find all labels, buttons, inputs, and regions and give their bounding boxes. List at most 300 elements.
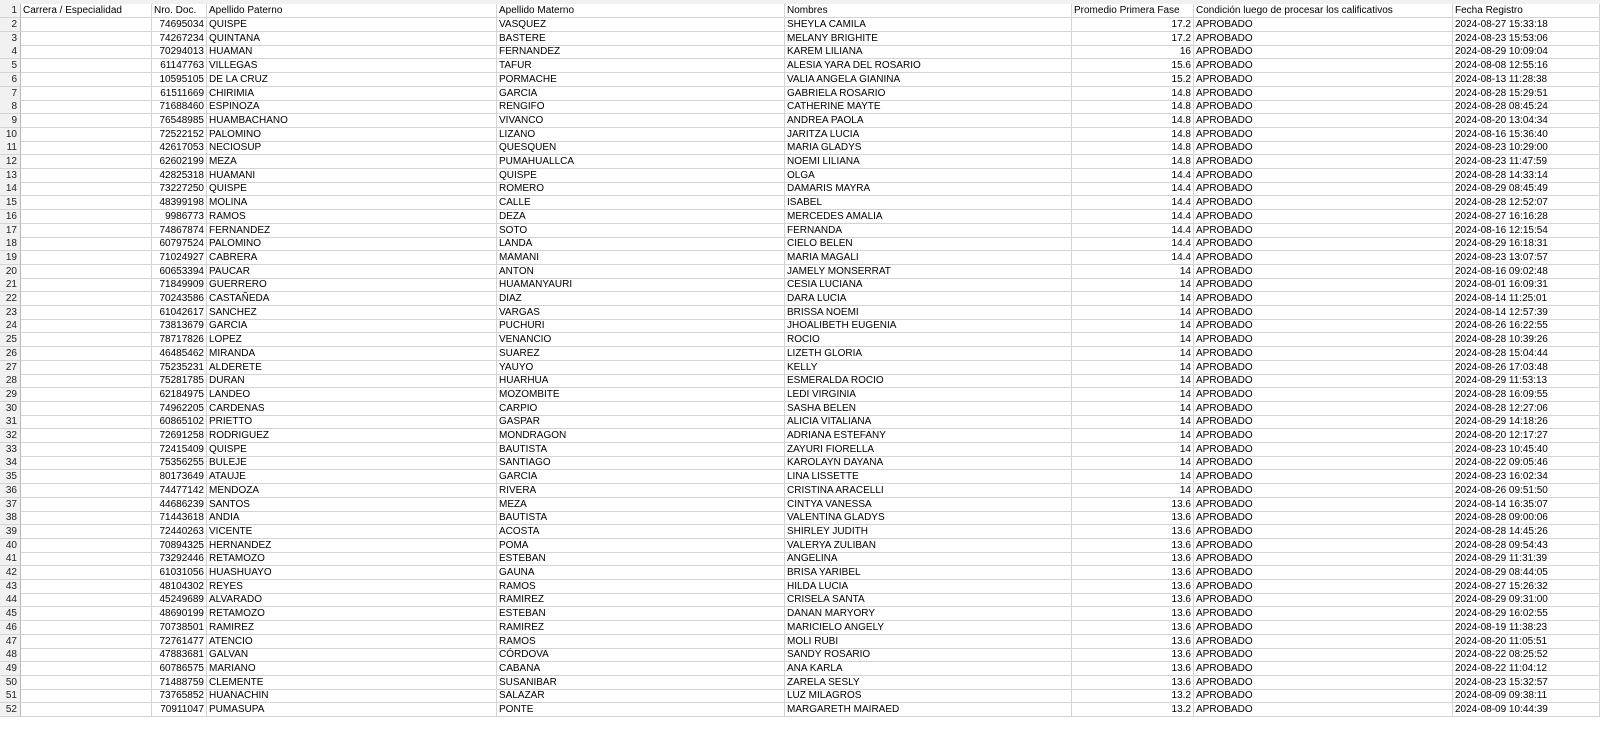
fecha-registro-cell[interactable]: 2024-08-09 09:38:11 [1453, 689, 1600, 703]
row-number[interactable]: 33 [0, 443, 21, 457]
table-row[interactable] [0, 292, 1600, 306]
row-number[interactable]: 44 [0, 593, 21, 607]
row-number[interactable]: 51 [0, 689, 21, 703]
condicion-cell[interactable]: APROBADO [1194, 676, 1453, 690]
row-number[interactable]: 18 [0, 237, 21, 251]
carrera-cell[interactable] [21, 319, 152, 333]
carrera-cell[interactable] [21, 237, 152, 251]
apellido-paterno-cell[interactable]: HUAMAN [207, 45, 497, 59]
fecha-registro-cell[interactable]: 2024-08-22 11:04:12 [1453, 662, 1600, 676]
row-number[interactable]: 16 [0, 210, 21, 224]
apellido-materno-cell[interactable]: VASQUEZ [497, 18, 785, 32]
fecha-registro-cell[interactable]: 2024-08-22 09:05:46 [1453, 456, 1600, 470]
nro-doc-cell[interactable]: 72522152 [152, 128, 207, 142]
nro-doc-cell[interactable]: 48104302 [152, 580, 207, 594]
nro-doc-cell[interactable]: 61042617 [152, 306, 207, 320]
condicion-cell[interactable]: APROBADO [1194, 621, 1453, 635]
apellido-materno-cell[interactable]: PORMACHE [497, 73, 785, 87]
table-row[interactable] [0, 278, 1600, 292]
carrera-cell[interactable] [21, 45, 152, 59]
carrera-cell[interactable] [21, 525, 152, 539]
table-row[interactable] [0, 470, 1600, 484]
carrera-cell[interactable] [21, 593, 152, 607]
nombres-cell[interactable]: SASHA BELEN [785, 402, 1072, 416]
apellido-materno-cell[interactable]: RAMOS [497, 580, 785, 594]
condicion-cell[interactable]: APROBADO [1194, 100, 1453, 114]
nombres-cell[interactable]: ZARELA SESLY [785, 676, 1072, 690]
fecha-registro-cell[interactable]: 2024-08-28 14:33:14 [1453, 169, 1600, 183]
fecha-registro-cell[interactable]: 2024-08-29 10:09:04 [1453, 45, 1600, 59]
table-row[interactable] [0, 374, 1600, 388]
condicion-cell[interactable]: APROBADO [1194, 361, 1453, 375]
apellido-paterno-cell[interactable]: RODRIGUEZ [207, 429, 497, 443]
carrera-cell[interactable] [21, 607, 152, 621]
nro-doc-cell[interactable]: 42617053 [152, 141, 207, 155]
nombres-cell[interactable]: VALERYA ZULIBAN [785, 539, 1072, 553]
apellido-paterno-cell[interactable]: BULEJE [207, 456, 497, 470]
fecha-registro-cell[interactable]: 2024-08-20 11:05:51 [1453, 635, 1600, 649]
promedio-cell[interactable]: 14.4 [1072, 251, 1194, 265]
header-apellido-paterno[interactable]: Apellido Paterno [207, 4, 497, 18]
fecha-registro-cell[interactable]: 2024-08-22 08:25:52 [1453, 648, 1600, 662]
condicion-cell[interactable]: APROBADO [1194, 278, 1453, 292]
nro-doc-cell[interactable]: 71849909 [152, 278, 207, 292]
nro-doc-cell[interactable]: 74267234 [152, 32, 207, 46]
nombres-cell[interactable]: KAROLAYN DAYANA [785, 456, 1072, 470]
apellido-paterno-cell[interactable]: RAMOS [207, 210, 497, 224]
carrera-cell[interactable] [21, 182, 152, 196]
apellido-materno-cell[interactable]: CALLE [497, 196, 785, 210]
nro-doc-cell[interactable]: 46485462 [152, 347, 207, 361]
carrera-cell[interactable] [21, 703, 152, 717]
carrera-cell[interactable] [21, 141, 152, 155]
fecha-registro-cell[interactable]: 2024-08-28 09:54:43 [1453, 539, 1600, 553]
promedio-cell[interactable]: 13.2 [1072, 689, 1194, 703]
row-number[interactable]: 47 [0, 635, 21, 649]
row-number[interactable]: 19 [0, 251, 21, 265]
nro-doc-cell[interactable]: 62184975 [152, 388, 207, 402]
apellido-materno-cell[interactable]: RAMOS [497, 635, 785, 649]
carrera-cell[interactable] [21, 100, 152, 114]
apellido-paterno-cell[interactable]: ATENCIO [207, 635, 497, 649]
apellido-materno-cell[interactable]: SANTIAGO [497, 456, 785, 470]
row-number[interactable]: 26 [0, 347, 21, 361]
nro-doc-cell[interactable]: 71024927 [152, 251, 207, 265]
carrera-cell[interactable] [21, 470, 152, 484]
nro-doc-cell[interactable]: 9986773 [152, 210, 207, 224]
apellido-paterno-cell[interactable]: HUANACHIN [207, 689, 497, 703]
table-row[interactable] [0, 114, 1600, 128]
table-row[interactable] [0, 621, 1600, 635]
condicion-cell[interactable]: APROBADO [1194, 703, 1453, 717]
condicion-cell[interactable]: APROBADO [1194, 635, 1453, 649]
table-row[interactable] [0, 703, 1600, 717]
nro-doc-cell[interactable]: 71488759 [152, 676, 207, 690]
promedio-cell[interactable]: 13.6 [1072, 607, 1194, 621]
nombres-cell[interactable]: MARICIELO ANGELY [785, 621, 1072, 635]
promedio-cell[interactable]: 13.6 [1072, 676, 1194, 690]
apellido-materno-cell[interactable]: MONDRAGON [497, 429, 785, 443]
nro-doc-cell[interactable]: 75281785 [152, 374, 207, 388]
nombres-cell[interactable]: JAMELY MONSERRAT [785, 265, 1072, 279]
nro-doc-cell[interactable]: 45249689 [152, 593, 207, 607]
nombres-cell[interactable]: CINTYA VANESSA [785, 498, 1072, 512]
carrera-cell[interactable] [21, 498, 152, 512]
apellido-paterno-cell[interactable]: REYES [207, 580, 497, 594]
carrera-cell[interactable] [21, 361, 152, 375]
condicion-cell[interactable]: APROBADO [1194, 566, 1453, 580]
condicion-cell[interactable]: APROBADO [1194, 333, 1453, 347]
fecha-registro-cell[interactable]: 2024-08-28 15:29:51 [1453, 87, 1600, 101]
condicion-cell[interactable]: APROBADO [1194, 415, 1453, 429]
table-row[interactable] [0, 648, 1600, 662]
table-row[interactable] [0, 251, 1600, 265]
row-number[interactable]: 2 [0, 18, 21, 32]
carrera-cell[interactable] [21, 333, 152, 347]
fecha-registro-cell[interactable]: 2024-08-28 10:39:26 [1453, 333, 1600, 347]
apellido-paterno-cell[interactable]: SANCHEZ [207, 306, 497, 320]
apellido-paterno-cell[interactable]: VICENTE [207, 525, 497, 539]
fecha-registro-cell[interactable]: 2024-08-29 08:44:05 [1453, 566, 1600, 580]
carrera-cell[interactable] [21, 87, 152, 101]
apellido-materno-cell[interactable]: GAUNA [497, 566, 785, 580]
apellido-materno-cell[interactable]: SUSANIBAR [497, 676, 785, 690]
row-number[interactable]: 49 [0, 662, 21, 676]
nombres-cell[interactable]: CESIA LUCIANA [785, 278, 1072, 292]
condicion-cell[interactable]: APROBADO [1194, 141, 1453, 155]
apellido-paterno-cell[interactable]: QUISPE [207, 182, 497, 196]
promedio-cell[interactable]: 13.6 [1072, 511, 1194, 525]
promedio-cell[interactable]: 14 [1072, 278, 1194, 292]
condicion-cell[interactable]: APROBADO [1194, 443, 1453, 457]
row-number[interactable]: 27 [0, 361, 21, 375]
nro-doc-cell[interactable]: 62602199 [152, 155, 207, 169]
promedio-cell[interactable]: 14.8 [1072, 128, 1194, 142]
apellido-materno-cell[interactable]: MAMANI [497, 251, 785, 265]
apellido-paterno-cell[interactable]: MARIANO [207, 662, 497, 676]
nro-doc-cell[interactable]: 42825318 [152, 169, 207, 183]
table-row[interactable] [0, 141, 1600, 155]
nro-doc-cell[interactable]: 47883681 [152, 648, 207, 662]
row-number[interactable]: 8 [0, 100, 21, 114]
apellido-materno-cell[interactable]: GARCIA [497, 87, 785, 101]
nombres-cell[interactable]: BRISA YARIBEL [785, 566, 1072, 580]
condicion-cell[interactable]: APROBADO [1194, 347, 1453, 361]
promedio-cell[interactable]: 15.2 [1072, 73, 1194, 87]
condicion-cell[interactable]: APROBADO [1194, 525, 1453, 539]
fecha-registro-cell[interactable]: 2024-08-01 16:09:31 [1453, 278, 1600, 292]
apellido-materno-cell[interactable]: MEZA [497, 498, 785, 512]
fecha-registro-cell[interactable]: 2024-08-28 08:45:24 [1453, 100, 1600, 114]
fecha-registro-cell[interactable]: 2024-08-23 10:29:00 [1453, 141, 1600, 155]
table-row[interactable] [0, 155, 1600, 169]
apellido-materno-cell[interactable]: RAMIREZ [497, 593, 785, 607]
condicion-cell[interactable]: APROBADO [1194, 224, 1453, 238]
nombres-cell[interactable]: OLGA [785, 169, 1072, 183]
table-row[interactable] [0, 429, 1600, 443]
table-row[interactable] [0, 18, 1600, 32]
header-fecha-registro[interactable]: Fecha Registro [1453, 4, 1600, 18]
nombres-cell[interactable]: MELANY BRIGHITE [785, 32, 1072, 46]
condicion-cell[interactable]: APROBADO [1194, 607, 1453, 621]
fecha-registro-cell[interactable]: 2024-08-09 10:44:39 [1453, 703, 1600, 717]
nro-doc-cell[interactable]: 61147763 [152, 59, 207, 73]
nro-doc-cell[interactable]: 71443618 [152, 511, 207, 525]
condicion-cell[interactable]: APROBADO [1194, 87, 1453, 101]
carrera-cell[interactable] [21, 402, 152, 416]
fecha-registro-cell[interactable]: 2024-08-20 13:04:34 [1453, 114, 1600, 128]
table-row[interactable] [0, 388, 1600, 402]
table-row[interactable] [0, 484, 1600, 498]
nombres-cell[interactable]: ANA KARLA [785, 662, 1072, 676]
carrera-cell[interactable] [21, 128, 152, 142]
apellido-materno-cell[interactable]: RENGIFO [497, 100, 785, 114]
fecha-registro-cell[interactable]: 2024-08-26 16:22:55 [1453, 319, 1600, 333]
row-number[interactable]: 9 [0, 114, 21, 128]
apellido-paterno-cell[interactable]: PRIETTO [207, 415, 497, 429]
apellido-paterno-cell[interactable]: HUASHUAYO [207, 566, 497, 580]
nro-doc-cell[interactable]: 74695034 [152, 18, 207, 32]
promedio-cell[interactable]: 14 [1072, 306, 1194, 320]
fecha-registro-cell[interactable]: 2024-08-14 12:57:39 [1453, 306, 1600, 320]
row-number[interactable]: 42 [0, 566, 21, 580]
row-number[interactable]: 22 [0, 292, 21, 306]
apellido-materno-cell[interactable]: TAFUR [497, 59, 785, 73]
carrera-cell[interactable] [21, 539, 152, 553]
apellido-paterno-cell[interactable]: GARCIA [207, 319, 497, 333]
nombres-cell[interactable]: FERNANDA [785, 224, 1072, 238]
row-number[interactable]: 29 [0, 388, 21, 402]
condicion-cell[interactable]: APROBADO [1194, 470, 1453, 484]
apellido-materno-cell[interactable]: CABANA [497, 662, 785, 676]
row-number[interactable]: 28 [0, 374, 21, 388]
apellido-materno-cell[interactable]: HUARHUA [497, 374, 785, 388]
condicion-cell[interactable]: APROBADO [1194, 593, 1453, 607]
nombres-cell[interactable]: HILDA LUCIA [785, 580, 1072, 594]
fecha-registro-cell[interactable]: 2024-08-14 16:35:07 [1453, 498, 1600, 512]
carrera-cell[interactable] [21, 662, 152, 676]
fecha-registro-cell[interactable]: 2024-08-16 15:36:40 [1453, 128, 1600, 142]
apellido-materno-cell[interactable]: CARPIO [497, 402, 785, 416]
nombres-cell[interactable]: ISABEL [785, 196, 1072, 210]
condicion-cell[interactable]: APROBADO [1194, 484, 1453, 498]
row-number[interactable]: 45 [0, 607, 21, 621]
nro-doc-cell[interactable]: 60865102 [152, 415, 207, 429]
nombres-cell[interactable]: ALESIA YARA DEL ROSARIO [785, 59, 1072, 73]
row-number[interactable]: 17 [0, 224, 21, 238]
nombres-cell[interactable]: ADRIANA ESTEFANY [785, 429, 1072, 443]
promedio-cell[interactable]: 14.4 [1072, 169, 1194, 183]
table-row[interactable] [0, 415, 1600, 429]
carrera-cell[interactable] [21, 566, 152, 580]
carrera-cell[interactable] [21, 580, 152, 594]
nombres-cell[interactable]: ANGELINA [785, 552, 1072, 566]
condicion-cell[interactable]: APROBADO [1194, 73, 1453, 87]
condicion-cell[interactable]: APROBADO [1194, 689, 1453, 703]
promedio-cell[interactable]: 14.8 [1072, 155, 1194, 169]
promedio-cell[interactable]: 14 [1072, 388, 1194, 402]
apellido-paterno-cell[interactable]: ESPINOZA [207, 100, 497, 114]
apellido-materno-cell[interactable]: POMA [497, 539, 785, 553]
nro-doc-cell[interactable]: 73227250 [152, 182, 207, 196]
row-number[interactable]: 14 [0, 182, 21, 196]
table-row[interactable] [0, 689, 1600, 703]
apellido-paterno-cell[interactable]: MEZA [207, 155, 497, 169]
apellido-paterno-cell[interactable]: VILLEGAS [207, 59, 497, 73]
nro-doc-cell[interactable]: 60786575 [152, 662, 207, 676]
table-row[interactable] [0, 169, 1600, 183]
row-number[interactable]: 43 [0, 580, 21, 594]
apellido-materno-cell[interactable]: HUAMANYAURI [497, 278, 785, 292]
carrera-cell[interactable] [21, 210, 152, 224]
apellido-materno-cell[interactable]: YAUYO [497, 361, 785, 375]
row-number[interactable]: 4 [0, 45, 21, 59]
nombres-cell[interactable]: DARA LUCIA [785, 292, 1072, 306]
promedio-cell[interactable]: 13.6 [1072, 662, 1194, 676]
condicion-cell[interactable]: APROBADO [1194, 319, 1453, 333]
nombres-cell[interactable]: MARGARETH MAIRAED [785, 703, 1072, 717]
condicion-cell[interactable]: APROBADO [1194, 552, 1453, 566]
row-number[interactable]: 15 [0, 196, 21, 210]
apellido-materno-cell[interactable]: MOZOMBITE [497, 388, 785, 402]
table-row[interactable] [0, 593, 1600, 607]
promedio-cell[interactable]: 14 [1072, 456, 1194, 470]
apellido-materno-cell[interactable]: GARCIA [497, 470, 785, 484]
table-row[interactable] [0, 402, 1600, 416]
nombres-cell[interactable]: VALIA ANGELA GIANINA [785, 73, 1072, 87]
table-row[interactable] [0, 662, 1600, 676]
fecha-registro-cell[interactable]: 2024-08-28 12:27:06 [1453, 402, 1600, 416]
nombres-cell[interactable]: LIZETH GLORIA [785, 347, 1072, 361]
nombres-cell[interactable]: BRISSA NOEMI [785, 306, 1072, 320]
header-apellido-materno[interactable]: Apellido Materno [497, 4, 785, 18]
nro-doc-cell[interactable]: 70243586 [152, 292, 207, 306]
row-number[interactable]: 38 [0, 511, 21, 525]
apellido-paterno-cell[interactable]: HERNANDEZ [207, 539, 497, 553]
apellido-materno-cell[interactable]: CÓRDOVA [497, 648, 785, 662]
table-row[interactable] [0, 182, 1600, 196]
header-nombres[interactable]: Nombres [785, 4, 1072, 18]
apellido-materno-cell[interactable]: QUISPE [497, 169, 785, 183]
condicion-cell[interactable]: APROBADO [1194, 59, 1453, 73]
nro-doc-cell[interactable]: 80173649 [152, 470, 207, 484]
apellido-materno-cell[interactable]: SOTO [497, 224, 785, 238]
fecha-registro-cell[interactable]: 2024-08-16 12:15:54 [1453, 224, 1600, 238]
promedio-cell[interactable]: 14 [1072, 265, 1194, 279]
nro-doc-cell[interactable]: 48690199 [152, 607, 207, 621]
nro-doc-cell[interactable]: 70294013 [152, 45, 207, 59]
table-row[interactable] [0, 607, 1600, 621]
nombres-cell[interactable]: MARIA MAGALI [785, 251, 1072, 265]
promedio-cell[interactable]: 14.8 [1072, 87, 1194, 101]
fecha-registro-cell[interactable]: 2024-08-28 09:00:06 [1453, 511, 1600, 525]
promedio-cell[interactable]: 14.4 [1072, 210, 1194, 224]
carrera-cell[interactable] [21, 73, 152, 87]
apellido-paterno-cell[interactable]: PALOMINO [207, 237, 497, 251]
promedio-cell[interactable]: 14.8 [1072, 114, 1194, 128]
row-number[interactable]: 34 [0, 456, 21, 470]
nombres-cell[interactable]: JHOALIBETH EUGENIA [785, 319, 1072, 333]
row-number[interactable]: 37 [0, 498, 21, 512]
apellido-materno-cell[interactable]: ACOSTA [497, 525, 785, 539]
promedio-cell[interactable]: 14.4 [1072, 182, 1194, 196]
row-number[interactable]: 1 [0, 4, 21, 18]
apellido-paterno-cell[interactable]: ALDERETE [207, 361, 497, 375]
fecha-registro-cell[interactable]: 2024-08-28 14:45:26 [1453, 525, 1600, 539]
carrera-cell[interactable] [21, 648, 152, 662]
condicion-cell[interactable]: APROBADO [1194, 498, 1453, 512]
carrera-cell[interactable] [21, 374, 152, 388]
apellido-materno-cell[interactable]: PONTE [497, 703, 785, 717]
promedio-cell[interactable]: 15.6 [1072, 59, 1194, 73]
promedio-cell[interactable]: 14.4 [1072, 196, 1194, 210]
promedio-cell[interactable]: 14 [1072, 484, 1194, 498]
row-number[interactable]: 31 [0, 415, 21, 429]
nro-doc-cell[interactable]: 74477142 [152, 484, 207, 498]
fecha-registro-cell[interactable]: 2024-08-29 09:31:00 [1453, 593, 1600, 607]
carrera-cell[interactable] [21, 251, 152, 265]
apellido-paterno-cell[interactable]: ALVARADO [207, 593, 497, 607]
row-number[interactable]: 52 [0, 703, 21, 717]
condicion-cell[interactable]: APROBADO [1194, 114, 1453, 128]
apellido-materno-cell[interactable]: BAUTISTA [497, 443, 785, 457]
table-row[interactable] [0, 306, 1600, 320]
nombres-cell[interactable]: CATHERINE MAYTE [785, 100, 1072, 114]
nombres-cell[interactable]: SANDY ROSARIO [785, 648, 1072, 662]
apellido-paterno-cell[interactable]: PALOMINO [207, 128, 497, 142]
apellido-materno-cell[interactable]: DIAZ [497, 292, 785, 306]
fecha-registro-cell[interactable]: 2024-08-29 11:53:13 [1453, 374, 1600, 388]
carrera-cell[interactable] [21, 292, 152, 306]
nro-doc-cell[interactable]: 72691258 [152, 429, 207, 443]
nombres-cell[interactable]: LUZ MILAGROS [785, 689, 1072, 703]
fecha-registro-cell[interactable]: 2024-08-19 11:38:23 [1453, 621, 1600, 635]
fecha-registro-cell[interactable]: 2024-08-29 11:31:39 [1453, 552, 1600, 566]
nombres-cell[interactable]: MARIA GLADYS [785, 141, 1072, 155]
apellido-paterno-cell[interactable]: QUISPE [207, 18, 497, 32]
promedio-cell[interactable]: 14 [1072, 402, 1194, 416]
nro-doc-cell[interactable]: 78717826 [152, 333, 207, 347]
apellido-paterno-cell[interactable]: GUERRERO [207, 278, 497, 292]
condicion-cell[interactable]: APROBADO [1194, 169, 1453, 183]
apellido-materno-cell[interactable]: FERNANDEZ [497, 45, 785, 59]
apellido-materno-cell[interactable]: ESTEBAN [497, 607, 785, 621]
apellido-paterno-cell[interactable]: CASTAÑEDA [207, 292, 497, 306]
apellido-materno-cell[interactable]: RIVERA [497, 484, 785, 498]
row-number[interactable]: 12 [0, 155, 21, 169]
fecha-registro-cell[interactable]: 2024-08-28 12:52:07 [1453, 196, 1600, 210]
nro-doc-cell[interactable]: 73813679 [152, 319, 207, 333]
condicion-cell[interactable]: APROBADO [1194, 265, 1453, 279]
row-number[interactable]: 35 [0, 470, 21, 484]
promedio-cell[interactable]: 13.2 [1072, 703, 1194, 717]
promedio-cell[interactable]: 14 [1072, 470, 1194, 484]
row-number[interactable]: 50 [0, 676, 21, 690]
nro-doc-cell[interactable]: 76548985 [152, 114, 207, 128]
nro-doc-cell[interactable]: 72415409 [152, 443, 207, 457]
table-row[interactable] [0, 45, 1600, 59]
condicion-cell[interactable]: APROBADO [1194, 306, 1453, 320]
fecha-registro-cell[interactable]: 2024-08-27 16:16:28 [1453, 210, 1600, 224]
apellido-materno-cell[interactable]: BASTERE [497, 32, 785, 46]
apellido-paterno-cell[interactable]: DURAN [207, 374, 497, 388]
row-number[interactable]: 48 [0, 648, 21, 662]
apellido-materno-cell[interactable]: VIVANCO [497, 114, 785, 128]
promedio-cell[interactable]: 16 [1072, 45, 1194, 59]
table-row[interactable] [0, 361, 1600, 375]
apellido-paterno-cell[interactable]: PUMASUPA [207, 703, 497, 717]
table-row[interactable] [0, 224, 1600, 238]
